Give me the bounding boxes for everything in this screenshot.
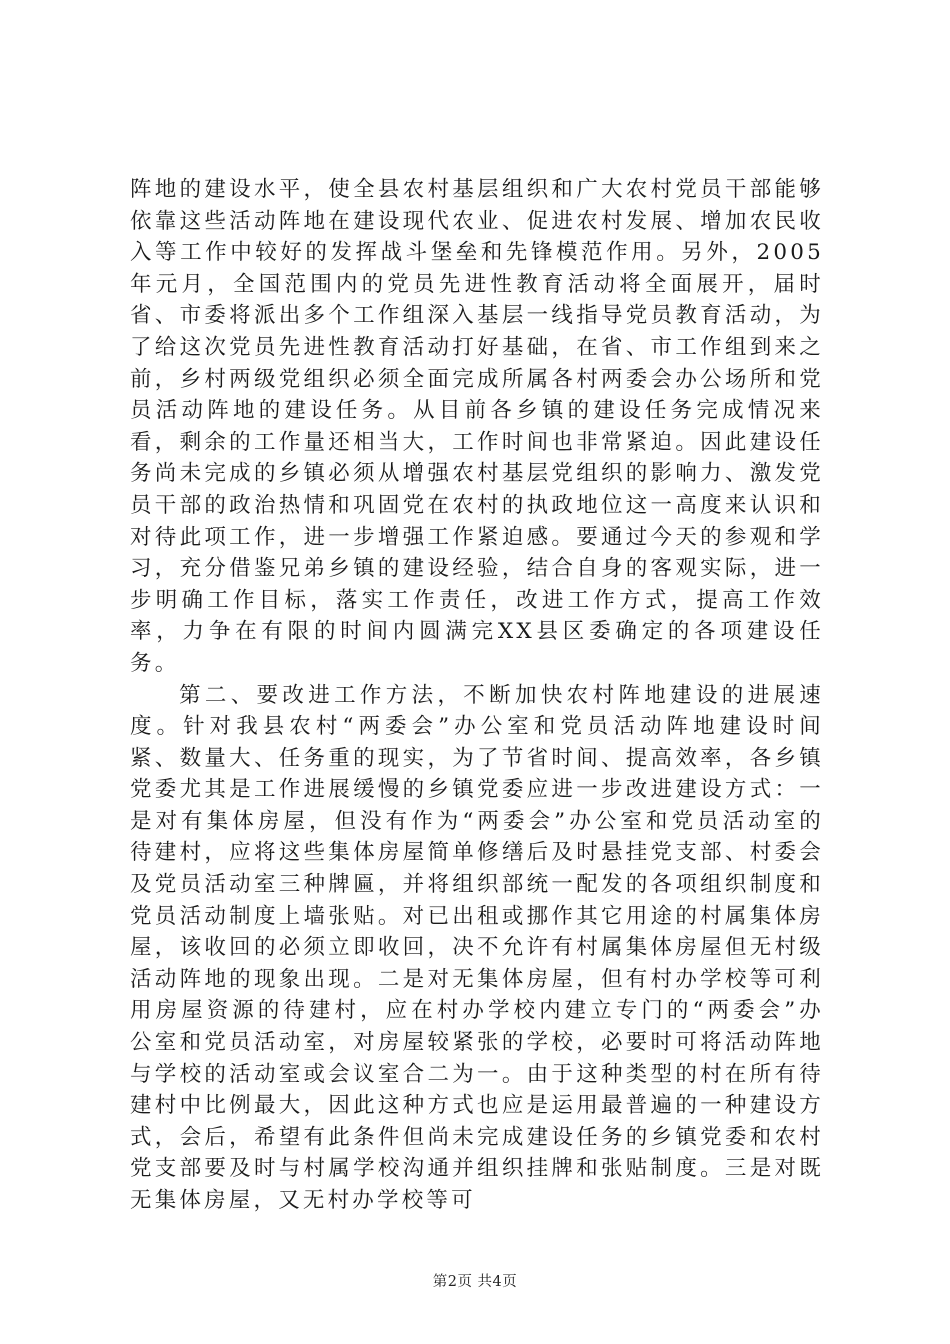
document-body	[130, 174, 824, 1217]
page-number: 第2页 共4页	[432, 1274, 518, 1290]
paragraph-2: 第二、要改进工作方法，不断加快农村阵地建设的进展速度。针对我县农村“两委会”办公室和党员活动阵地建设时间紧、数量大、任务重的现实，为了节省时间、提高效率，各乡镇党委尤其是工作进展缓慢的乡镇党委应进一步改进建设方式：一是对有集体房屋，但没有作为“两委会”办公室和党员活动室的待建村，应将这些集体房屋简单修缮后及时悬挂党支部、村委会及党员活动室三种牌匾，并将组织部统一配发的各项组织制度和党员活动制度上墙张贴。对已出租或挪作其它用途的村属集体房屋，该收回的必须立即收回，决不允许有村属集体房屋但无村级活动阵地的现象出现。二是对无集体房屋，但有村办学校等可利用房屋资源的待建村，应在村办学校内建立专门的“两委会”办公室和党员活动室，对房屋较紧张的学校，必要时可将活动阵地与学校的活动室或会议室合二为一。由于这种类型的村在所有待建村中比例最大，因此这种方式也应是运用最普遍的一种建设方式，会后，希望有此条件但尚未完成建设任务的乡镇党委和农村党支部要及时与村属学校沟通并组织挂牌和张贴制度。三是对既无集体房屋，又无村办学校等可	[130, 682, 824, 1213]
page-footer	[0, 1270, 950, 1291]
paragraph-1: 阵地的建设水平，使全县农村基层组织和广大农村党员干部能够依靠这些活动阵地在建设现代农业、促进农村发展、增加农民收入等工作中较好的发挥战斗堡垒和先锋模范作用。另外，2005年元月，全国范围内的党员先进性教育活动将全面展开，届时省、市委将派出多个工作组深入基层一线指导党员教育活动，为了给这次党员先进性教育活动打好基础，在省、市工作组到来之前，乡村两级党组织必须全面完成所属各村两委会办公场所和党员活动阵地的建设任务。从目前各乡镇的建设任务完成情况来看，剩余的工作量还相当大，工作时间也非常紧迫。因此建设任务尚未完成的乡镇必须从增强农村基层党组织的影响力、激发党员干部的政治热情和巩固党在农村的执政地位这一高度来认识和对待此项工作，进一步增强工作紧迫感。要通过今天的参观和学习，充分借鉴兄弟乡镇的建设经验，结合自身的客观实际，进一步明确工作目标，落实工作责任，改进工作方式，提高工作效率，力争在有限的时间内圆满完XX县区委确定的各项建设任务。	[130, 177, 824, 676]
